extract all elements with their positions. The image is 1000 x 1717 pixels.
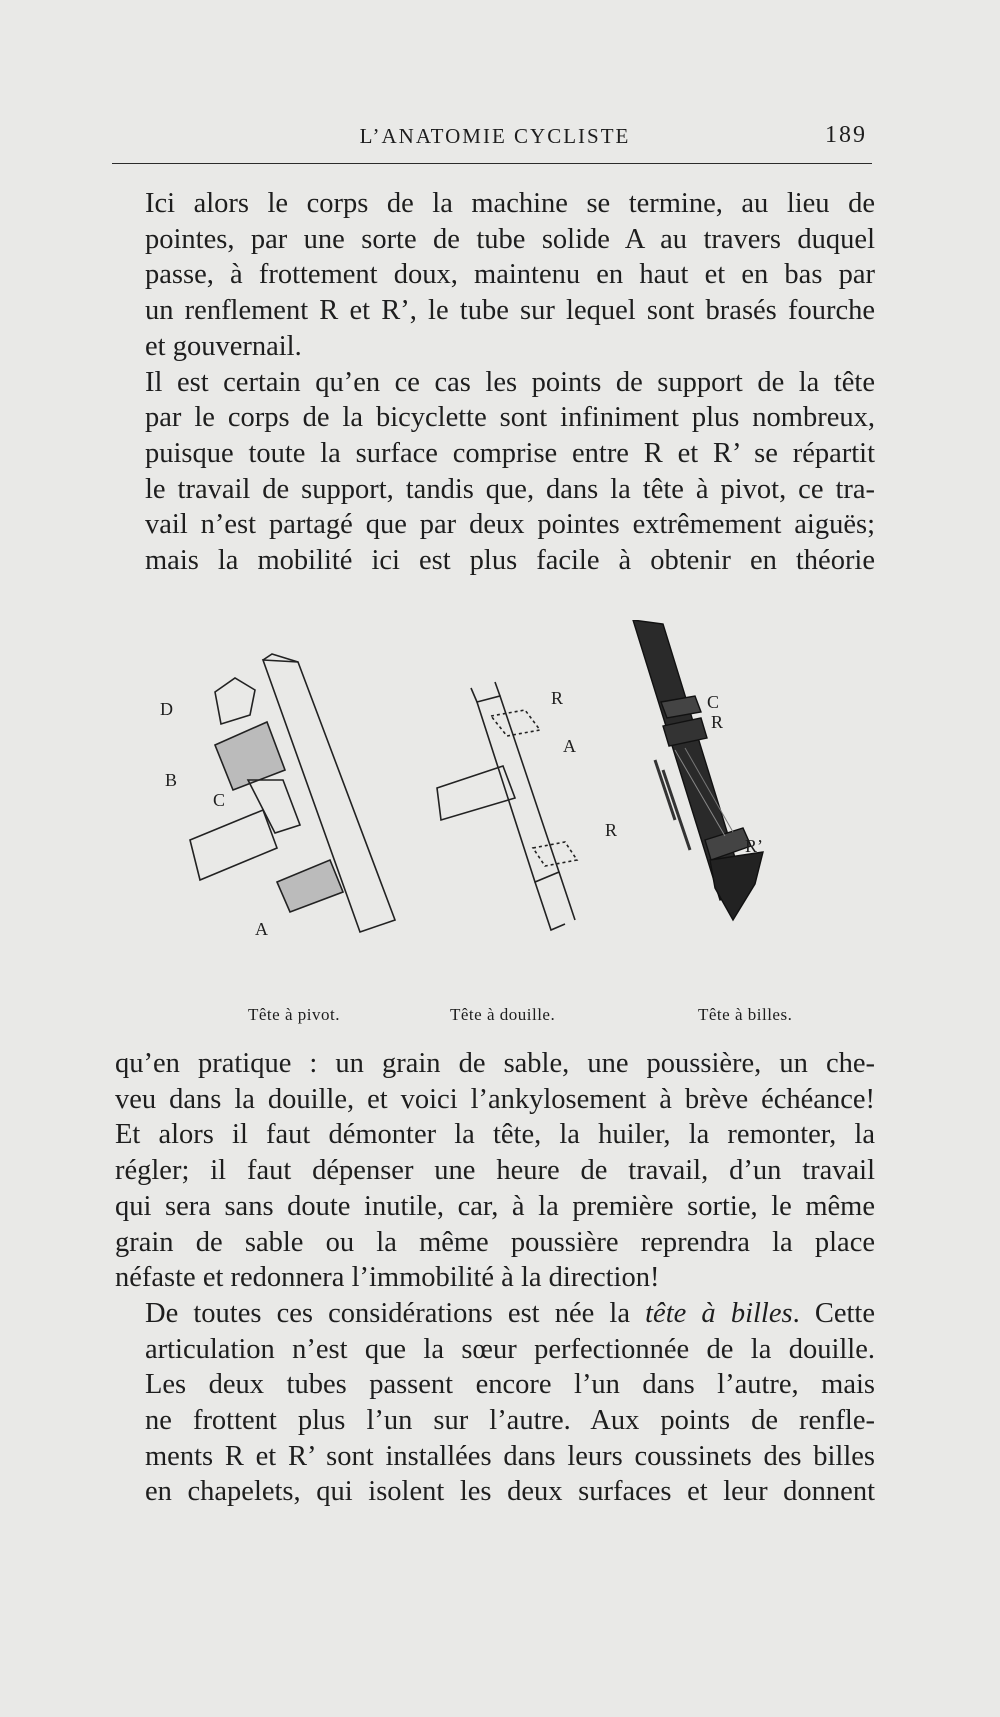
text-line: passe, à frottement doux, maintenu en haut et en bas par — [145, 259, 875, 291]
figure-bicycle-heads — [115, 620, 875, 1030]
label-r-prime: R’ — [745, 836, 763, 856]
text-line-mixed — [115, 1296, 875, 1332]
text-line: Les deux tubes passent encore l’un dans l’autre, mais — [145, 1369, 875, 1401]
douille-head-drawing — [437, 682, 577, 930]
text-line: veu dans la douille, et voici l’ankylosement à brève échéance! — [115, 1083, 875, 1115]
caption-pivot: Tête à pivot. — [248, 1005, 340, 1024]
text-line: et gouvernail. — [145, 330, 302, 362]
paragraph — [115, 186, 875, 365]
text-line: régler; il faut dépenser une heure de travail, d’un travail — [115, 1155, 875, 1187]
label-d: D — [160, 699, 173, 719]
label-a: A — [255, 919, 268, 939]
text-line: en chapelets, qui isolent les deux surfaces et leur donnent — [145, 1476, 875, 1508]
text-line: puisque toute la surface comprise entre R et R’ se répartit — [145, 437, 875, 469]
billes-head-drawing — [633, 620, 763, 920]
text-line: qu’en pratique : un grain de sable, une poussière, un che- — [115, 1048, 875, 1079]
text-line: articulation n’est que la sœur perfectionnée de la douille. — [145, 1333, 875, 1365]
text-line: Et alors il faut démonter la tête, la huiler, la remonter, la — [115, 1119, 875, 1151]
label-r: R — [711, 712, 724, 732]
text-segment: . Cette — [792, 1297, 875, 1329]
label-c: C — [707, 692, 720, 712]
header-rule — [112, 163, 872, 164]
text-segment: De toutes ces considérations est née la — [145, 1297, 646, 1329]
douille-tube — [477, 696, 559, 882]
text-line: mais la mobilité ici est plus facile à obtenir en théorie — [145, 545, 875, 577]
page-header — [115, 120, 875, 152]
fork-crown — [190, 810, 277, 880]
douille-fork-crown — [437, 766, 515, 820]
text-line: Il est certain qu’en ce cas les points de support de la tête — [145, 366, 875, 398]
figure-illustrations — [115, 620, 875, 1000]
text-line: qui sera sans doute inutile, car, à la première sortie, le même — [115, 1190, 875, 1222]
text-line: un renflement R et R’, le tube sur lequel sont brasés fourche — [145, 295, 875, 327]
page-number: 189 — [825, 122, 867, 148]
caption-billes: Tête à billes. — [698, 1005, 793, 1024]
text-line: néfaste et redonnera l’immobilité à la direction! — [115, 1262, 660, 1294]
cap-d — [215, 678, 255, 724]
italic-term: tête à billes — [645, 1297, 793, 1329]
bottom-text — [115, 1046, 875, 1510]
text-line: pointes, par une sorte de tube solide A au travers duquel — [145, 223, 875, 255]
paragraph — [115, 1046, 875, 1296]
paragraph — [115, 1296, 875, 1510]
caption-douille: Tête à douille. — [450, 1005, 556, 1024]
text-line: ments R et R’ sont installées dans leurs coussinets des billes — [145, 1440, 875, 1472]
paragraph — [115, 365, 875, 579]
text-line: Ici alors le corps de la machine se termine, au lieu de — [145, 188, 875, 219]
label-r-lower: R — [605, 820, 618, 840]
hatched-block-a — [277, 860, 343, 912]
label-c: C — [213, 790, 226, 810]
text-line: le travail de support, tandis que, dans la tête à pivot, ce tra- — [145, 473, 875, 505]
label-b: B — [165, 770, 178, 790]
text-line: vail n’est partagé que par deux pointes extrêmement aiguës; — [145, 509, 875, 541]
running-title: L’ANATOMIE CYCLISTE — [359, 124, 631, 148]
label-r: R — [551, 688, 564, 708]
label-a: A — [563, 736, 576, 756]
top-text — [115, 186, 875, 579]
text-line: par le corps de la bicyclette sont infiniment plus nombreux, — [145, 402, 875, 434]
text-line: ne frottent plus l’un sur l’autre. Aux points de renfle- — [145, 1405, 875, 1437]
text-line: grain de sable ou la même poussière reprendra la place — [115, 1226, 875, 1258]
